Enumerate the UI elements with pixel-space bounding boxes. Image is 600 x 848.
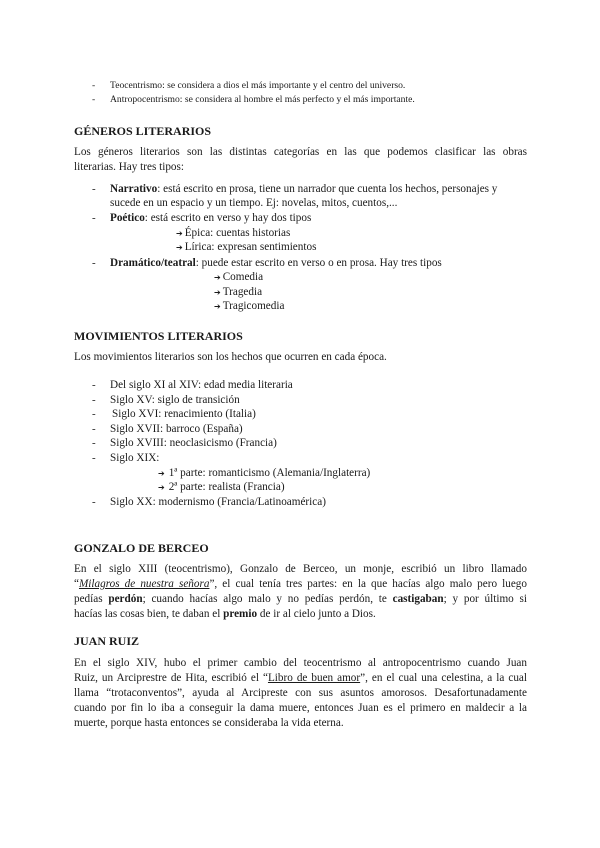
- book-title-milagros: Milagros de nuestra señora: [78, 578, 210, 590]
- sublist-item-tragicomedia: [214, 299, 284, 314]
- keyword-castigaban: castigaban: [392, 593, 444, 605]
- list-bullet: -: [92, 183, 96, 195]
- text-run: de ir al cielo junto a Dios.: [257, 608, 376, 620]
- romanticismo-text: 1ª parte: romanticismo (Alemania/Inglaterra): [168, 467, 371, 479]
- arrow-icon: ➔: [214, 288, 221, 297]
- narrativo-text: : está escrito en prosa, tiene un narrador que cuenta los hechos, personajes y: [157, 183, 498, 195]
- text-run: ; y por último si: [443, 593, 527, 605]
- text-run: Ruiz, un Arciprestre de Hita, escribió el “: [74, 672, 268, 684]
- tragedia-text: Tragedia: [222, 286, 263, 298]
- keyword-premio: premio: [223, 608, 258, 620]
- berceo-p-line4: [74, 607, 376, 621]
- list-bullet: -: [92, 423, 96, 435]
- keyword-perdon: perdón: [108, 593, 143, 605]
- sublist-item-romanticismo: [158, 466, 370, 481]
- text-run: pedías: [74, 593, 109, 605]
- list-bullet: -: [92, 452, 96, 464]
- ruiz-p-line5: muerte, porque hasta entonces se consideraba la vida eterna.: [74, 717, 344, 729]
- berceo-p-line1: En el siglo XIII (teocentrismo), Gonzalo de Berceo, un monje, escribió un libro llamado: [74, 563, 527, 575]
- list-item-siglo-xx: Siglo XX: modernismo (Francia/Latinoamérica): [110, 496, 326, 508]
- list-bullet: -: [92, 394, 96, 406]
- dramatico-label: Dramático/teatral: [110, 257, 196, 269]
- list-bullet: -: [92, 80, 96, 91]
- ruiz-p-line1: En el siglo XIV, hubo el primer cambio del teocentrismo al antropocentrismo cuando Juan: [74, 657, 527, 669]
- text-run: ; cuando hacías algo malo y no pedías perdón, te: [142, 593, 393, 605]
- list-item-siglo-xvi: Siglo XVI: renacimiento (Italia): [112, 408, 256, 420]
- arrow-icon: ➔: [214, 302, 221, 311]
- list-item-siglo-xix: Siglo XIX:: [110, 452, 160, 464]
- heading-juan-ruiz: JUAN RUIZ: [74, 634, 140, 648]
- arrow-icon: ➔: [158, 469, 165, 478]
- sublist-item-comedia: [214, 270, 263, 285]
- ruiz-p-line4: cuando por fin lo iba a conseguir la dama muere, entonces Juan es el primero en maldecir a la: [74, 702, 527, 714]
- comedia-text: Comedia: [222, 271, 264, 283]
- text-run: hacías las cosas bien, te daban el: [74, 608, 224, 620]
- arrow-icon: ➔: [176, 243, 183, 252]
- list-item-teocentrismo: Teocentrismo: se considera a dios el más importante y el centro del universo.: [110, 80, 406, 91]
- list-item-antropocentrismo: Antropocentrismo: se considera al hombre el más perfecto y el más importante.: [110, 94, 415, 105]
- heading-generos: GÉNEROS LITERARIOS: [74, 124, 212, 138]
- arrow-icon: ➔: [176, 229, 183, 238]
- sublist-item-lirica: [176, 240, 316, 255]
- list-bullet: -: [92, 496, 96, 508]
- berceo-p-line2: [74, 577, 527, 591]
- tragicomedia-text: Tragicomedia: [222, 300, 285, 312]
- arrow-icon: ➔: [158, 483, 165, 492]
- sublist-item-epica: [176, 226, 290, 241]
- list-bullet: -: [92, 408, 96, 420]
- quote-open: “: [74, 578, 79, 590]
- generos-intro-line1: Los géneros literarios son las distintas categorías en las que podemos clasificar las obras: [74, 146, 527, 158]
- list-bullet: -: [92, 257, 96, 269]
- narrativo-label: Narrativo: [110, 183, 158, 195]
- epica-text: Épica: cuentas historias: [184, 227, 291, 239]
- heading-movimientos: MOVIMIENTOS LITERARIOS: [74, 329, 243, 343]
- list-item-dramatico: [110, 256, 442, 270]
- ruiz-p-line2: [74, 671, 527, 685]
- list-bullet: -: [92, 212, 96, 224]
- list-item-edad-media: Del siglo XI al XIV: edad media literaria: [110, 379, 293, 391]
- sublist-item-tragedia: [214, 285, 262, 300]
- narrativo-text-cont: sucede en un espacio y un tiempo. Ej: novelas, mitos, cuentos,...: [110, 197, 398, 209]
- berceo-p-line2-rest: ”, el cual tenía tres partes: en la que hacías algo malo pero luego: [209, 578, 527, 590]
- list-item-siglo-xviii: Siglo XVIII: neoclasicismo (Francia): [110, 437, 277, 449]
- book-title-buen-amor: Libro de buen amor: [267, 672, 361, 684]
- realista-text: 2ª parte: realista (Francia): [168, 481, 285, 493]
- text-run: ”, en el cual una celestina, a la cual: [360, 672, 527, 684]
- ruiz-p-line3: llama “trotaconventos”, ayuda al Arcipreste con sus asuntos amorosos. Desafortunadamente: [74, 687, 527, 699]
- list-bullet: -: [92, 437, 96, 449]
- movimientos-intro: Los movimientos literarios son los hechos que ocurren en cada época.: [74, 351, 387, 363]
- berceo-p-line3: [74, 592, 527, 606]
- list-bullet: -: [92, 94, 96, 105]
- poetico-text: : está escrito en verso y hay dos tipos: [144, 212, 312, 224]
- list-bullet: -: [92, 379, 96, 391]
- arrow-icon: ➔: [214, 273, 221, 282]
- heading-berceo: GONZALO DE BERCEO: [74, 541, 209, 555]
- list-item-narrativo: [110, 182, 497, 196]
- poetico-label: Poético: [110, 212, 145, 224]
- sublist-item-realista: [158, 480, 285, 495]
- list-item-siglo-xv: Siglo XV: siglo de transición: [110, 394, 240, 406]
- generos-intro-line2: literarias. Hay tres tipos:: [74, 161, 184, 173]
- dramatico-text: : puede estar escrito en verso o en prosa. Hay tres tipos: [195, 257, 442, 269]
- list-item-poetico: [110, 211, 311, 225]
- lirica-text: Lírica: expresan sentimientos: [184, 241, 317, 253]
- list-item-siglo-xvii: Siglo XVII: barroco (España): [110, 423, 243, 435]
